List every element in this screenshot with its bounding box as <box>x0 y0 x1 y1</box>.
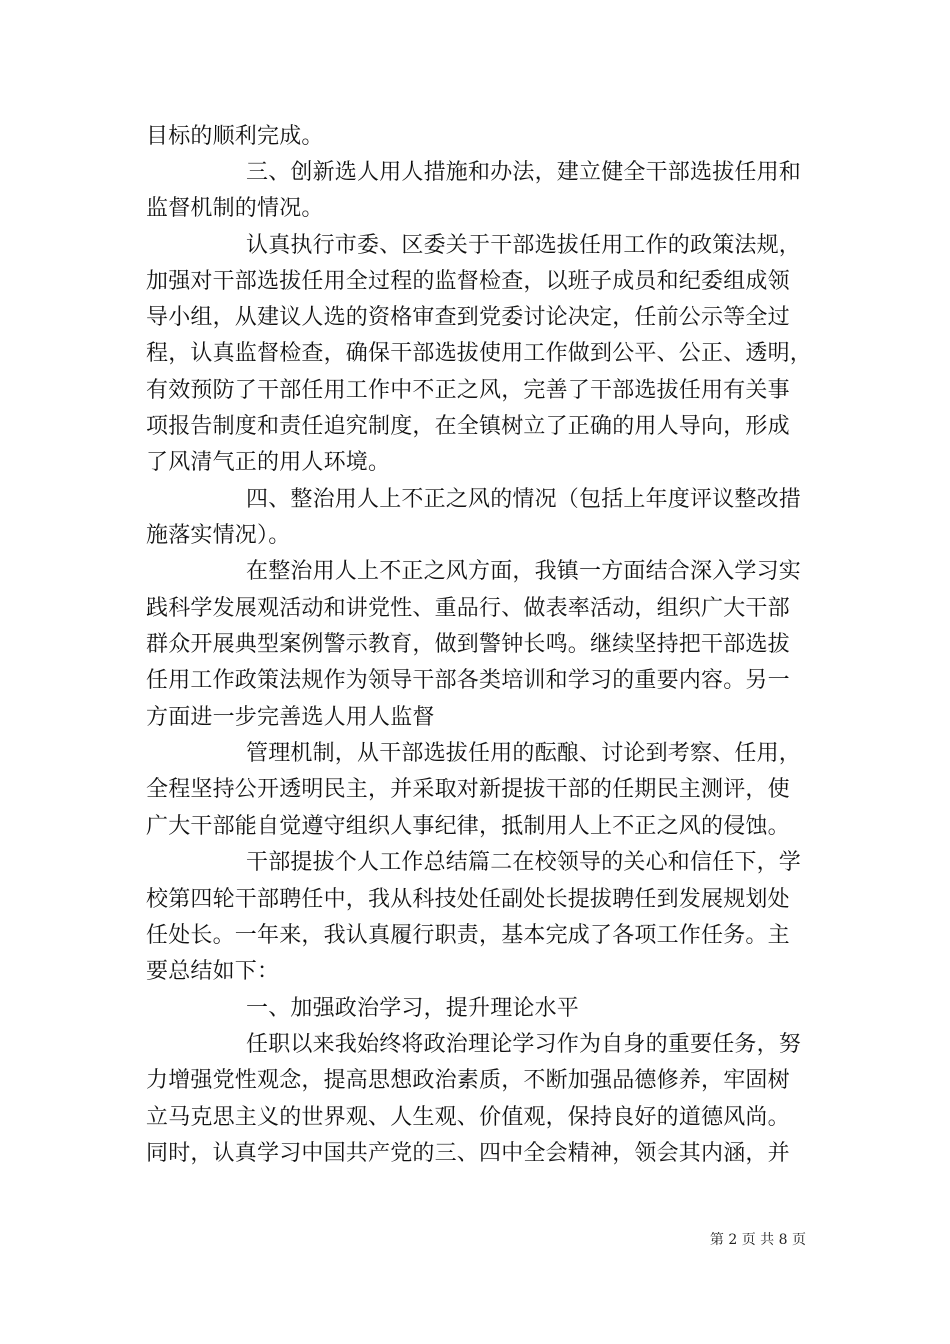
text-line: 加强对干部选拔任用全过程的监督检查，以班子成员和纪委组成领 <box>146 269 790 294</box>
paragraph-start: 在整治用人上不正之风方面，我镇一方面结合深入学习实 <box>246 559 802 584</box>
text-line: 有效预防了干部任用工作中不正之风，完善了干部选拔任用有关事 <box>146 378 790 403</box>
text-line: 力增强党性观念，提高思想政治素质，不断加强品德修养，牢固树 <box>146 1068 790 1093</box>
text-line: 程，认真监督检查，确保干部选拔使用工作做到公平、公正、透明， <box>146 341 813 366</box>
text-line: 要总结如下： <box>146 959 280 984</box>
section-heading-1: 一、加强政治学习，提升理论水平 <box>246 996 580 1021</box>
text-line: 导小组，从建议人选的资格审查到党委讨论决定，任前公示等全过 <box>146 305 790 330</box>
text-line: 广大干部能自觉遵守组织人事纪律，抵制用人上不正之风的侵蚀。 <box>146 814 790 839</box>
text-line: 立马克思主义的世界观、人生观、价值观，保持良好的道德风尚。 <box>146 1105 790 1130</box>
section-heading-3: 三、创新选人用人措施和办法，建立健全干部选拔任用和 <box>246 160 802 185</box>
text-line: 施落实情况）。 <box>146 523 291 548</box>
paragraph-start: 干部提拔个人工作总结篇二在校领导的关心和信任下，学 <box>246 850 802 875</box>
text-line: 目标的顺利完成。 <box>146 124 324 149</box>
page-number: 第 2 页 共 8 页 <box>709 1232 806 1248</box>
text-line: 同时，认真学习中国共产党的三、四中全会精神，领会其内涵，并 <box>146 1141 790 1166</box>
paragraph-start: 任职以来我始终将政治理论学习作为自身的重要任务，努 <box>246 1032 802 1057</box>
paragraph-start: 认真执行市委、区委关于干部选拔任用工作的政策法规， <box>246 233 802 258</box>
text-line: 全程坚持公开透明民主，并采取对新提拔干部的任期民主测评，使 <box>146 777 790 802</box>
text-line: 校第四轮干部聘任中，我从科技处任副处长提拔聘任到发展规划处 <box>146 887 790 912</box>
text-line: 了风清气正的用人环境。 <box>146 450 391 475</box>
text-line: 任处长。一年来，我认真履行职责，基本完成了各项工作任务。主 <box>146 923 790 948</box>
text-line: 方面进一步完善选人用人监督 <box>146 705 435 730</box>
text-line: 项报告制度和责任追究制度，在全镇树立了正确的用人导向，形成 <box>146 414 790 439</box>
section-heading-4: 四、整治用人上不正之风的情况（包括上年度评议整改措 <box>246 487 802 512</box>
text-line: 群众开展典型案例警示教育，做到警钟长鸣。继续坚持把干部选拔 <box>146 632 790 657</box>
text-line: 任用工作政策法规作为领导干部各类培训和学习的重要内容。另一 <box>146 668 790 693</box>
text-line: 践科学发展观活动和讲党性、重品行、做表率活动，组织广大干部 <box>146 596 790 621</box>
paragraph-start: 管理机制，从干部选拔任用的酝酿、讨论到考察、任用， <box>246 741 802 766</box>
text-line: 监督机制的情况。 <box>146 196 324 221</box>
